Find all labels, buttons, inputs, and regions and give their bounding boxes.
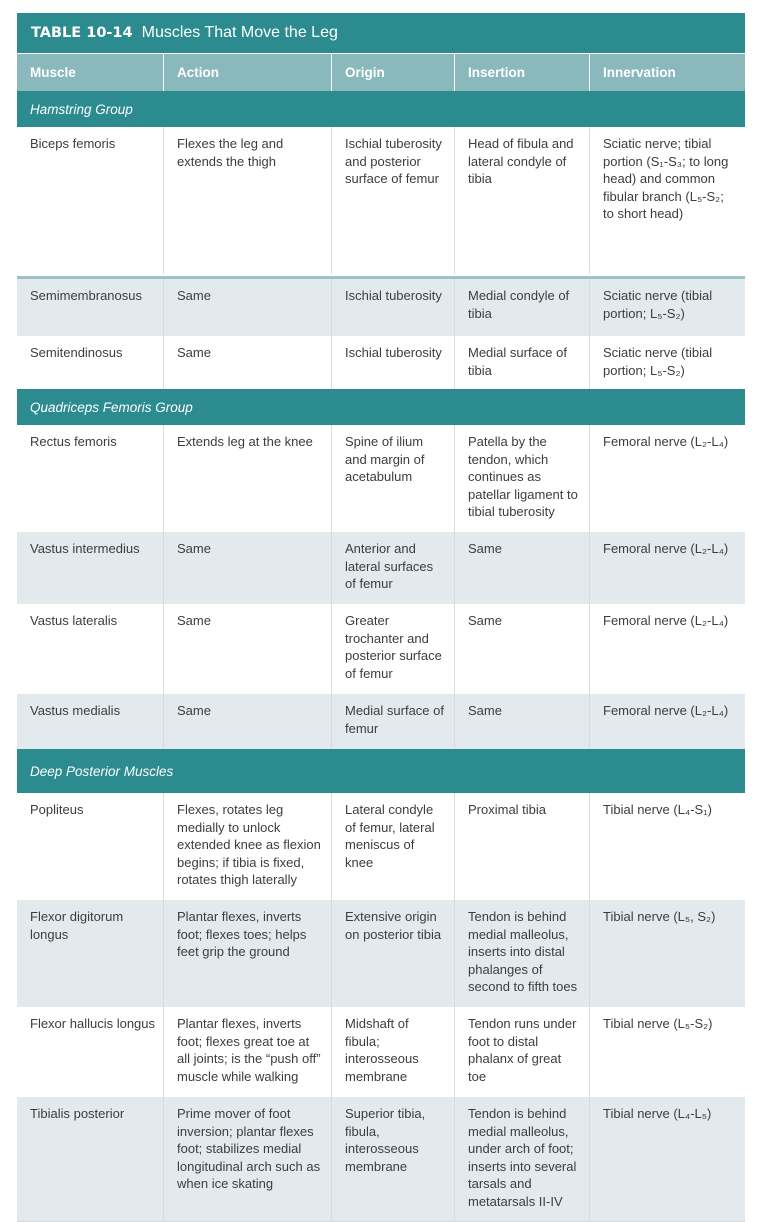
table-row (17, 336, 745, 389)
table-label: TABLE 10-14 (31, 25, 133, 41)
table-row (17, 425, 745, 532)
cell-action: Extends leg at the knee (163, 425, 331, 532)
table-row (17, 604, 745, 694)
table-row (17, 900, 745, 1007)
cell-action: Flexes the leg and extends the thigh (163, 127, 331, 274)
cell-action: Plantar flexes, inverts foot; flexes toes; helps feet grip the ground (163, 900, 331, 1007)
table-body (17, 91, 745, 1221)
cell-insertion: Tendon is behind medial malleolus, under arch of foot; inserts into several tarsals and metatarsals II-IV (454, 1097, 589, 1221)
group-header: Hamstring Group (17, 91, 745, 127)
cell-origin: Medial surface of femur (331, 694, 454, 749)
cell-origin: Ischial tuberosity (331, 279, 454, 336)
cell-muscle: Vastus medialis (30, 703, 121, 718)
cell-muscle: Vastus lateralis (30, 613, 118, 628)
cell-origin: Lateral condyle of femur, lateral meniscus of knee (331, 793, 454, 900)
cell-origin: Spine of ilium and margin of acetabulum (331, 425, 454, 532)
cell-insertion: Head of fibula and lateral condyle of tibia (454, 127, 589, 274)
cell-muscle: Popliteus (30, 802, 84, 817)
cell-insertion: Patella by the tendon, which continues as patellar ligament to tibial tuberosity (454, 425, 589, 532)
cell-innervation: Tibial nerve (L₅-S₂) (589, 1007, 745, 1097)
cell-insertion: Tendon is behind medial malleolus, inserts into distal phalanges of second to fifth toes (454, 900, 589, 1007)
header-insertion: Insertion (454, 54, 589, 91)
header-innervation: Innervation (589, 54, 745, 91)
cell-muscle: Flexor hallucis longus (30, 1016, 156, 1031)
cell-muscle: Semitendinosus (30, 345, 123, 360)
cell-action: Same (163, 694, 331, 749)
cell-insertion: Medial surface of tibia (454, 336, 589, 389)
cell-origin: Greater trochanter and posterior surface of femur (331, 604, 454, 694)
table-row (17, 793, 745, 900)
table-row (17, 1097, 745, 1221)
header-action: Action (163, 54, 331, 91)
cell-origin: Anterior and lateral surfaces of femur (331, 532, 454, 604)
table-row (17, 1007, 745, 1097)
cell-insertion: Same (454, 694, 589, 749)
cell-innervation: Sciatic nerve (tibial portion; L₅-S₂) (589, 279, 745, 336)
cell-origin: Superior tibia, fibula, interosseous membrane (331, 1097, 454, 1221)
cell-insertion: Same (454, 532, 589, 604)
cell-insertion: Proximal tibia (454, 793, 589, 900)
cell-action: Same (163, 604, 331, 694)
header-muscle: Muscle (30, 65, 76, 80)
cell-muscle: Tibialis posterior (30, 1106, 125, 1121)
table-row (17, 279, 745, 336)
cell-muscle: Semimembranosus (30, 288, 142, 303)
table-row (17, 127, 745, 274)
cell-origin: Ischial tuberosity and posterior surface of femur (331, 127, 454, 274)
cell-origin: Midshaft of fibula; interosseous membrane (331, 1007, 454, 1097)
table-row (17, 532, 745, 604)
cell-innervation: Sciatic nerve (tibial portion; L₅-S₂) (589, 336, 745, 389)
cell-action: Flexes, rotates leg medially to unlock extended knee as flexion begins; if tibia is fixed, rotates thigh laterally (163, 793, 331, 900)
cell-action: Same (163, 532, 331, 604)
cell-action: Same (163, 336, 331, 389)
table-title-bar (17, 13, 745, 53)
cell-insertion: Medial condyle of tibia (454, 279, 589, 336)
cell-origin: Ischial tuberosity (331, 336, 454, 389)
table-title: Muscles That Move the Leg (141, 24, 338, 41)
cell-innervation: Femoral nerve (L₂-L₄) (589, 532, 745, 604)
header-origin: Origin (331, 54, 454, 91)
cell-innervation: Sciatic nerve; tibial portion (S₁-S₃; to long head) and common fibular branch (L₅-S₂; to short head) (589, 127, 745, 274)
muscle-table (17, 13, 745, 1222)
cell-innervation: Tibial nerve (L₅, S₂) (589, 900, 745, 1007)
cell-insertion: Tendon runs under foot to distal phalanx of great toe (454, 1007, 589, 1097)
cell-innervation: Tibial nerve (L₄-L₅) (589, 1097, 745, 1221)
cell-innervation: Tibial nerve (L₄-S₁) (589, 793, 745, 900)
cell-muscle: Flexor digitorum longus (30, 909, 124, 942)
cell-action: Plantar flexes, inverts foot; flexes great toe at all joints; is the “push off” muscle while walking (163, 1007, 331, 1097)
cell-muscle: Biceps femoris (30, 136, 116, 151)
group-header: Quadriceps Femoris Group (17, 389, 745, 425)
cell-insertion: Same (454, 604, 589, 694)
cell-origin: Extensive origin on posterior tibia (331, 900, 454, 1007)
cell-innervation: Femoral nerve (L₂-L₄) (589, 694, 745, 749)
cell-muscle: Vastus intermedius (30, 541, 140, 556)
cell-muscle: Rectus femoris (30, 434, 117, 449)
cell-innervation: Femoral nerve (L₂-L₄) (589, 425, 745, 532)
cell-action: Same (163, 279, 331, 336)
group-header: Deep Posterior Muscles (17, 749, 745, 793)
table-header-row (17, 53, 745, 91)
cell-innervation: Femoral nerve (L₂-L₄) (589, 604, 745, 694)
table-row (17, 694, 745, 749)
cell-action: Prime mover of foot inversion; plantar flexes foot; stabilizes medial longitudinal arch such as when ice skating (163, 1097, 331, 1221)
